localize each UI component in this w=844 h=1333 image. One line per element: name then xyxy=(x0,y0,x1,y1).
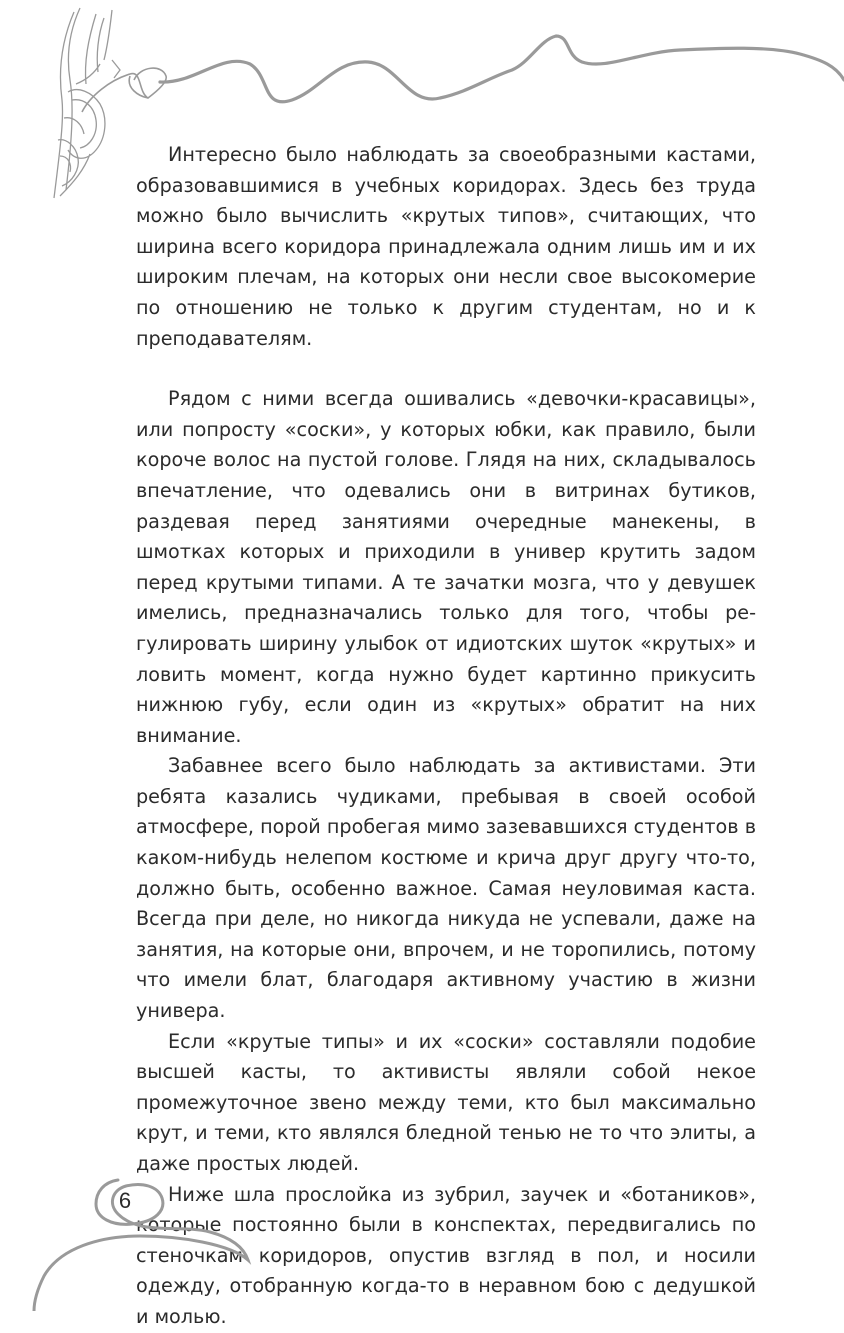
paragraph: Забавнее всего было наблюдать за активистами. Эти ребята казались чудиками, пребывая в своей особой атмосфере, порой пробегая мимо зазевавшихся студентов в каком-нибудь нелепом костюме и крича друг другу что-то, должно быть, особенно важное. Самая неуловимая каста. Всегда при деле, но никогда никуда не успевали, даже на занятия, на которые они, впрочем, и не торопились, потому что имели блат, благодаря активному участию в жизни универа. xyxy=(136,754,756,1023)
paragraph: Ниже шла прослойка из зубрил, заучек и «ботаников», которые постоянно были в конспектах, передвигались по стеночкам коридоров, опустив взгляд в пол, и носили одежду, отобранную когда-то в неравном бою с дедушкой и молью. xyxy=(136,1182,756,1328)
page-number: 6 xyxy=(118,1188,132,1213)
wavy-line-ornament-icon xyxy=(160,36,844,102)
heart-swirl-icon xyxy=(82,68,166,112)
paragraph: Интересно было наблюдать за своеобразными кастами, образовавшимися в учебных коридорах. Здесь без труда можно было вычислить «крутых типов», считающих, что ширина всего коридора принадлежала одним лишь им и их широким плечам, на которых они несли свое высокомерие по отношению не только к другим студентам, но и к преподавателям. xyxy=(136,143,756,350)
paragraph: Если «крутые типы» и их «соски» составляли подобие высшей касты, то активисты являли собой некое промежуточное звено между теми, кто был максимально крут, и теми, кто являлся бледной тенью не то что элиты, а даже простых людей. xyxy=(136,1029,756,1175)
paragraph: Рядом с ними всегда ошивались «девочки-красавицы», или попросту «соски», у которых юбки, как правило, были короче волос на пустой голове. Глядя на них, складывалось впечатление, что одевались они в витринах бутиков, раздевая перед занятиями очередные манекены, в шмотках которых и приходили в универ крутить задом перед крутыми типами. А те зачатки мозга, что у девушек имелись, предназначались только для того, чтобы регулировать ширину улыбок от идиотских шуток «крутых» и ловить момент, когда нужно будет картинно прикусить нижнюю губу, если один из «крутых» обратит на них внимание. xyxy=(136,387,756,747)
body-text xyxy=(136,140,756,1333)
